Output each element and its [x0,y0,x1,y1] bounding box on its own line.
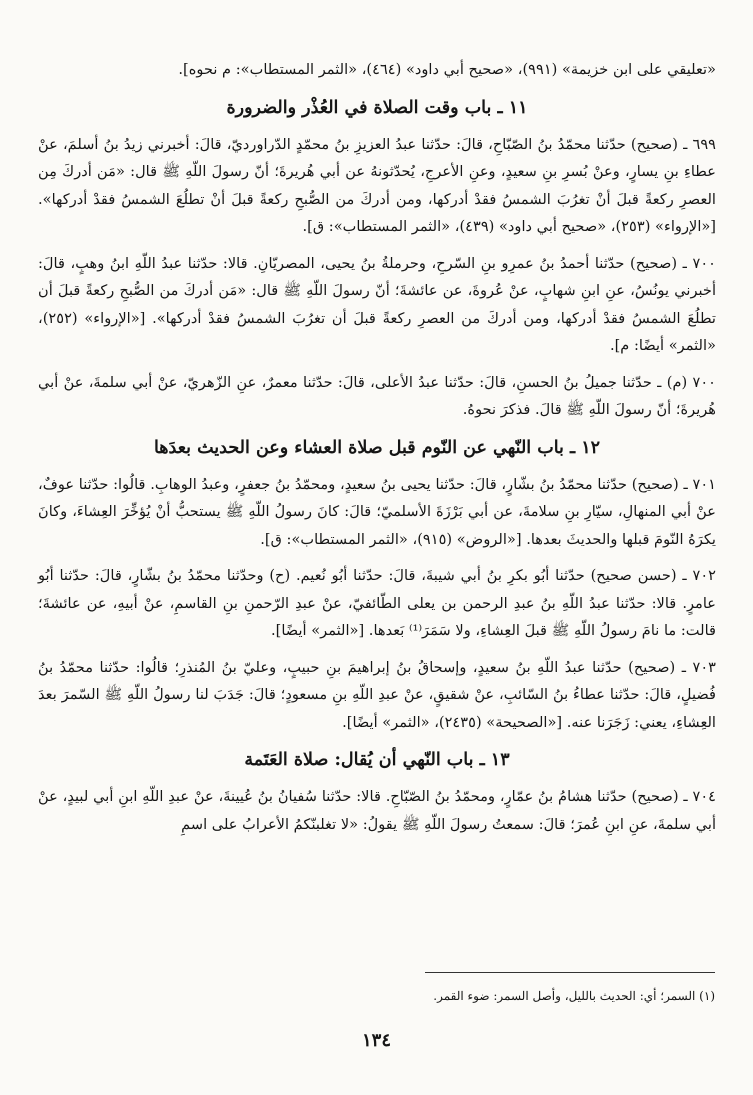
intro-line: «تعليقي على ابن خزيمة» (٩٩١)، «صحيح أبي داود» (٤٦٤)، «الثمر المستطاب»: م نحوه]. [178,61,716,78]
chapter-heading-12: ١٢ ـ باب النّهي عن النّوم قبل صلاة العشاء وعن الحديث بعدَها [153,437,601,458]
hadith-704: ٧٠٤ ـ (صحيح) حدّثنا هشامُ بنُ عمّارٍ، ومحمّدُ بنُ الصّبّاحِ. قالا: حدّثنا سُفيانُ بنُ عُيينةَ، عنْ عبدِ اللّهِ ابنِ أبي لبيدٍ، عنْ أبي سلمةَ، عنِ ابنِ عُمرَ؛ قالَ: سمعتُ رسولَ اللّهِ ﷺ يقولُ: «لا تغلبنّكمُ الأعرابُ على اسمِ [38,788,716,833]
page-body [38,56,716,847]
hadith-703: ٧٠٣ ـ (صحيح) حدّثنا عبدُ اللّهِ بنُ سعيدٍ، وإسحاقُ بنُ إبراهيمَ بنِ حبيبٍ، وعليّ بنُ المُنذرِ؛ قالُوا: حدّثنا محمّدُ بنُ فُضيلٍ، قالَ: حدّثنا عطاءُ بنُ السّائبِ، عنْ شقيقٍ، عنْ عبدِ اللّهِ بنِ مسعودٍ؛ قالَ: جَدَبَ لنا رسولُ اللّهِ ﷺ السّمرَ بعدَ العِشاءِ، يعني: زَجَرَنا عنه. [«الصحيحة» (٢٤٣٥)، «الثمر» أيضًا]. [38,658,716,731]
footnote-divider [425,972,715,973]
hadith-700-m: ٧٠٠ (م) ـ حدّثنا جميلُ بنُ الحسنِ، قالَ: حدّثنا عبدُ الأعلى، قالَ: حدّثنا معمرٌ، عنِ الزّهريّ، عنْ أبي سلمةَ، عنْ أبي هُريرةَ؛ أنّ رسولَ اللّهِ ﷺ قالَ. فذكرَ نحوهُ. [38,373,716,418]
hadith-700: ٧٠٠ ـ (صحيح) حدّثنا أحمدُ بنُ عمرِو بنِ السّرحِ، وحرملةُ بنُ يحيى، المصريّانِ. قالا: حدّثنا عبدُ اللّهِ ابنُ وهبٍ، قالَ: أخبرني يونُسُ، عنِ ابنِ شهابٍ، عنْ عُروةَ، عن عائشةَ؛ أنّ رسولَ اللّهِ ﷺ قال: «مَن أدركَ من الصُّبحِ ركعةً قبلَ أن تطلُعَ الشمسُ فقدْ أدركها، ومن أدركَ من العصرِ ركعةً قبلَ أن تغرُبَ الشمسُ فقدْ أدركها». [«الإرواء» (٢٥٢)، «الثمر» أيضًا: م]. [38,254,716,354]
hadith-701: ٧٠١ ـ (صحيح) حدّثنا محمّدُ بنُ بشّارٍ، قالَ: حدّثنا يحيى بنُ سعيدٍ، ومحمّدُ بنُ جعفرٍ، وعبدُ الوهابِ. قالُوا: حدّثنا عوفٌ، عنْ أبي المنهالِ، سيّارِ بنِ سلامةَ، عن أبي بَرْزَةَ الأسلميّ؛ قالَ: كانَ رسولُ اللّهِ ﷺ يستحبُّ أنْ يُؤخِّرَ العِشاءَ، وكانَ يكرَهُ النّومَ قبلها والحديثَ بعدها. [«الروض» (٩١٥)، «الثمر المستطاب»: ق]. [38,475,716,548]
footnote: (١) السمر؛ أي: الحديث بالليل، وأصل السمر: ضوء القمر. [433,989,715,1003]
chapter-heading-13: ١٣ ـ باب النّهي أن يُقال: صلاة العَتَمة [244,750,510,770]
hadith-699: ٦٩٩ ـ (صحيح) حدّثنا محمّدُ بنُ الصّبّاحِ، قالَ: حدّثنا عبدُ العزيزِ بنُ محمّدٍ الدّراورديّ، قالَ: أخبرني زيدُ بنُ أسلمَ، عنْ عطاءِ بنِ يسارٍ، وعنْ بُسرِ بنِ سعيدٍ، وعنِ الأعرجِ، يُحدّثونهُ عن أبي هُريرةَ؛ أنّ رسولَ اللّهِ ﷺ قال: «مَن أدركَ مِن العصرِ ركعةً قبلَ أنْ تغرُبَ الشمسُ فقدْ أدركها، ومن أدركَ من الصُّبحِ ركعةً قبلَ أنْ تطلُعَ الشمسُ فقدْ أدركها». [«الإرواء» (٢٥٣)، «صحيح أبي داود» (٤٣٩)، «الثمر المستطاب»: ق]. [38,135,716,235]
chapter-heading-11: ١١ ـ باب وقت الصلاة في العُذْر والضرورة [226,97,528,118]
page-number: ١٣٤ [361,1030,391,1051]
hadith-702: ٧٠٢ ـ (حسن صحيح) حدّثنا أبُو بكرِ بنُ أبي شيبةَ، قالَ: حدّثنا أبُو نُعيم. (ح) وحدّثنا محمّدُ بنُ بشّارٍ، قالَ: حدّثنا أبُو عامرٍ. قالا: حدّثنا عبدُ اللّهِ بنُ عبدِ الرحمن بن يعلى الطّائفيّ، عنْ عبدِ الرّحمنِ بنِ القاسمِ، عنْ أبيهِ، عن عائشةَ؛ قالت: ما نامَ رسولُ اللّهِ ﷺ قبلَ العِشاءِ، ولا سَمَرَ⁽¹⁾ بَعدها. [«الثمر» أيضًا]. [38,567,716,639]
